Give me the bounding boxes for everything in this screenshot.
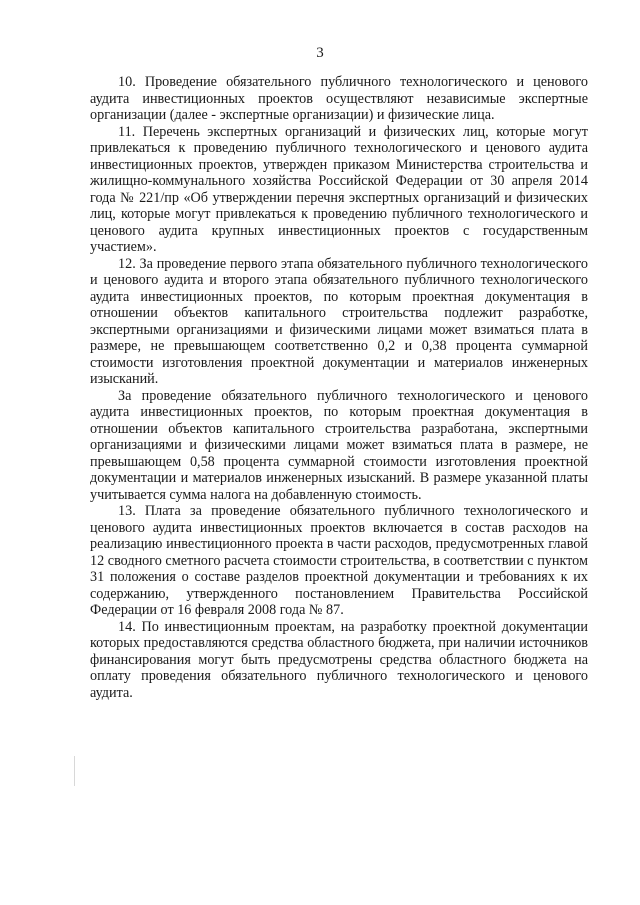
paragraph-13: 13. Плата за проведение обязательного публичного технологического и ценового аудита инвестиционных проектов включается в состав расходов на реализацию инвестиционного проекта в части расходов, предусмотренных главой 12 сводного сметного расчета стоимости строительства, в соответствии с пунктом 31 положения о составе разделов проектной документации и требованиях к их содержанию, утвержденного постановлением Правительства Российской Федерации от 16 февраля 2008 года № 87. bbox=[90, 503, 588, 618]
scan-artifact-line bbox=[74, 756, 75, 786]
paragraph-10: 10. Проведение обязательного публичного технологического и ценового аудита инвестиционных проектов осуществляют независимые экспертные организации (далее - экспертные организации) и физические лица. bbox=[90, 74, 588, 123]
page-number: 3 bbox=[316, 45, 324, 61]
paragraph-12: 12. За проведение первого этапа обязательного публичного технологического и ценового аудита и второго этапа обязательного публичного технологического аудита инвестиционных проектов, по которым проектная документация в отношении объектов капитального строительства подлежит разработке, экспертными организациями и физическими лицами может взиматься плата в размере, не превышающем соответственно 0,2 и 0,38 процента суммарной стоимости изготовления проектной документации и материалов инженерных изысканий. bbox=[90, 255, 588, 387]
paragraph-12-continuation: За проведение обязательного публичного технологического и ценового аудита инвестиционных проектов, по которым проектная документация в отношении объектов капитального строительства разработана, экспертными организациями и физическими лицами может взиматься плата в размере, не превышающем 0,58 процента суммарной стоимости изготовления проектной документации и материалов инженерных изысканий. В размере указанной платы учитывается сумма налога на добавленную стоимость. bbox=[90, 387, 588, 503]
paragraph-14: 14. По инвестиционным проектам, на разработку проектной документации которых предоставляются средства областного бюджета, при наличии источников финансирования могут быть предусмотрены средства областного бюджета на оплату проведения обязательного публичного технологического и ценового аудита. bbox=[90, 618, 588, 701]
document-body bbox=[90, 74, 588, 701]
paragraph-11: 11. Перечень экспертных организаций и физических лиц, которые могут привлекаться к проведению публичного технологического и ценового аудита инвестиционных проектов, утвержден приказом Министерства строительства и жилищно-коммунального хозяйства Российской Федерации от 30 апреля 2014 года № 221/пр «Об утверждении перечня экспертных организаций и физических лиц, которые могут привлекаться к проведению публичного технологического и ценового аудита крупных инвестиционных проектов с государственным участием». bbox=[90, 123, 588, 255]
